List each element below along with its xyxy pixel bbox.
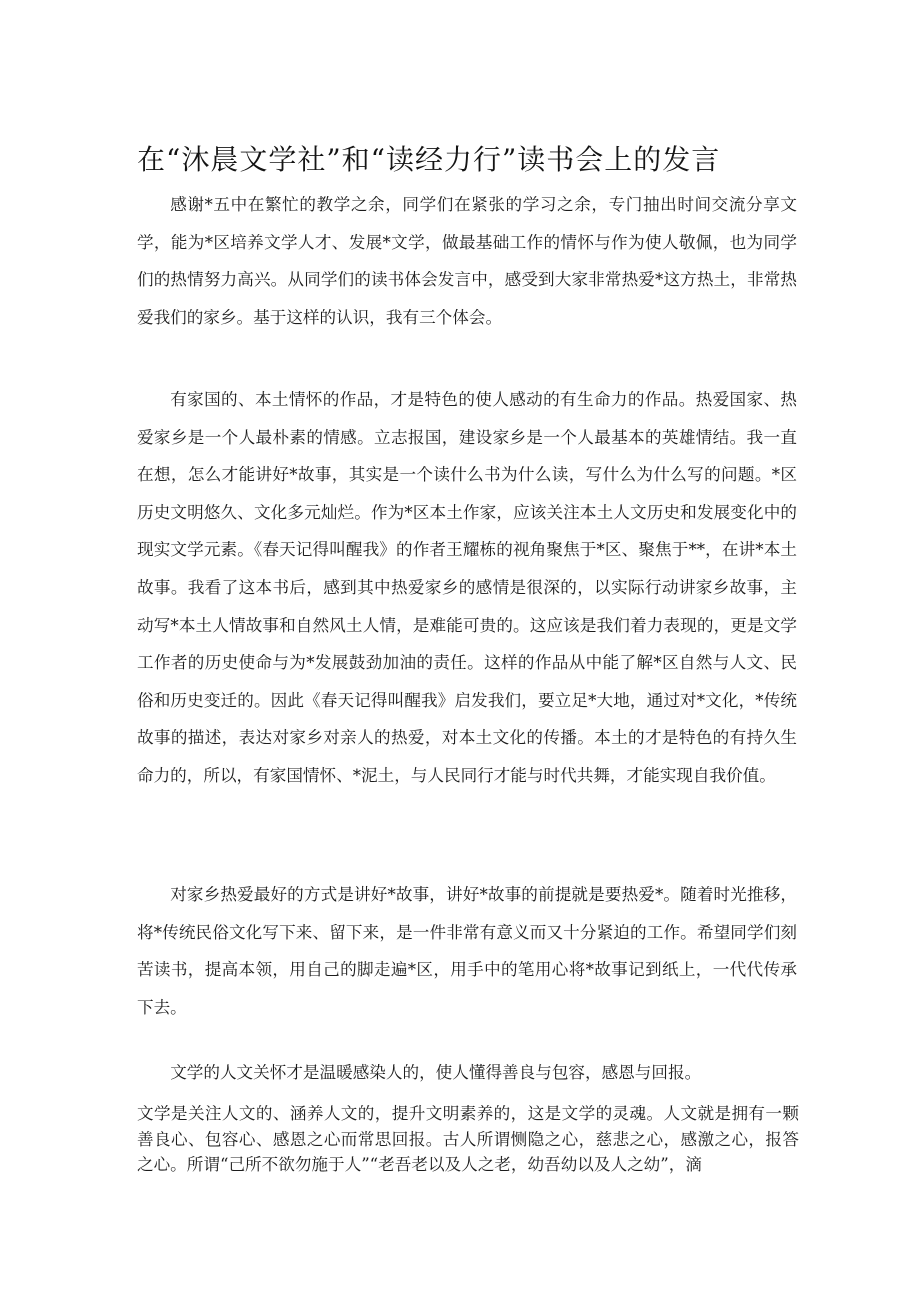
- paragraph-soul-of-literature: 文学是关注人文的、涵养人文的，提升文明素养的，这是文学的灵魂。人文就是拥有一颗善良心、包容心、感恩之心而常思回报。古人所谓恻隐之心，慈悲之心，感激之心，报答之心。所谓“己所不欲勿施于人”“老吾老以及人之老，幼吾幼以及人之幼”，滴: [137, 1104, 799, 1174]
- paragraph-tell-stories: 对家乡热爱最好的方式是讲好*故事，讲好*故事的前提就是要热爱*。随着时光推移，将*传统民俗文化写下来、留下来，是一件非常有意义而又十分紧迫的工作。希望同学们刻苦读书，提高本领，用自己的脚走遍*区，用手中的笔用心将*故事记到纸上，一代代传承下去。: [137, 885, 797, 1017]
- paragraph-gratitude: 感谢*五中在繁忙的教学之余，同学们在紧张的学习之余，专门抽出时间交流分享文学，能为*区培养文学人才、发展*文学，做最基础工作的情怀与作为使人敬佩，也为同学们的热情努力高兴。从同学们的读书体会发言中，感受到大家非常热爱*这方热土，非常热爱我们的家乡。基于这样的认识，我有三个体会。: [137, 195, 797, 327]
- document-title: 在“沐晨文学社”和“读经力行”读书会上的发言: [137, 143, 721, 176]
- paragraph-local-works: 有家国的、本土情怀的作品，才是特色的使人感动的有生命力的作品。热爱国家、热爱家乡是一个人最朴素的情感。立志报国，建设家乡是一个人最基本的英雄情结。我一直在想，怎么才能讲好*故事，其实是一个读什么书为什么读，写什么为什么写的问题。*区历史文明悠久、文化多元灿烂。作为*区本土作家，应该关注本土人文历史和发展变化中的现实文学元素。《春天记得叫醒我》的作者王耀栋的视角聚焦于*区、聚焦于**，在讲*本土故事。我看了这本书后，感到其中热爱家乡的感情是很深的，以实际行动讲家乡故事，主动写*本土人情故事和自然风土人情，是难能可贵的。这应该是我们着力表现的，更是文学工作者的历史使命与为*发展鼓劲加油的责任。这样的作品从中能了解*区自然与人文、民俗和历史变迁的。因此《春天记得叫醒我》启发我们，要立足*大地，通过对*文化，*传统故事的描述，表达对家乡对亲人的热爱，对本土文化的传播。本土的才是特色的有持久生命力的，所以，有家国情怀、*泥土，与人民同行才能与时代共舞，才能实现自我价值。: [137, 390, 797, 785]
- paragraph-humanistic-care: 文学的人文关怀才是温暖感染人的，使人懂得善良与包容，感恩与回报。: [170, 1063, 702, 1082]
